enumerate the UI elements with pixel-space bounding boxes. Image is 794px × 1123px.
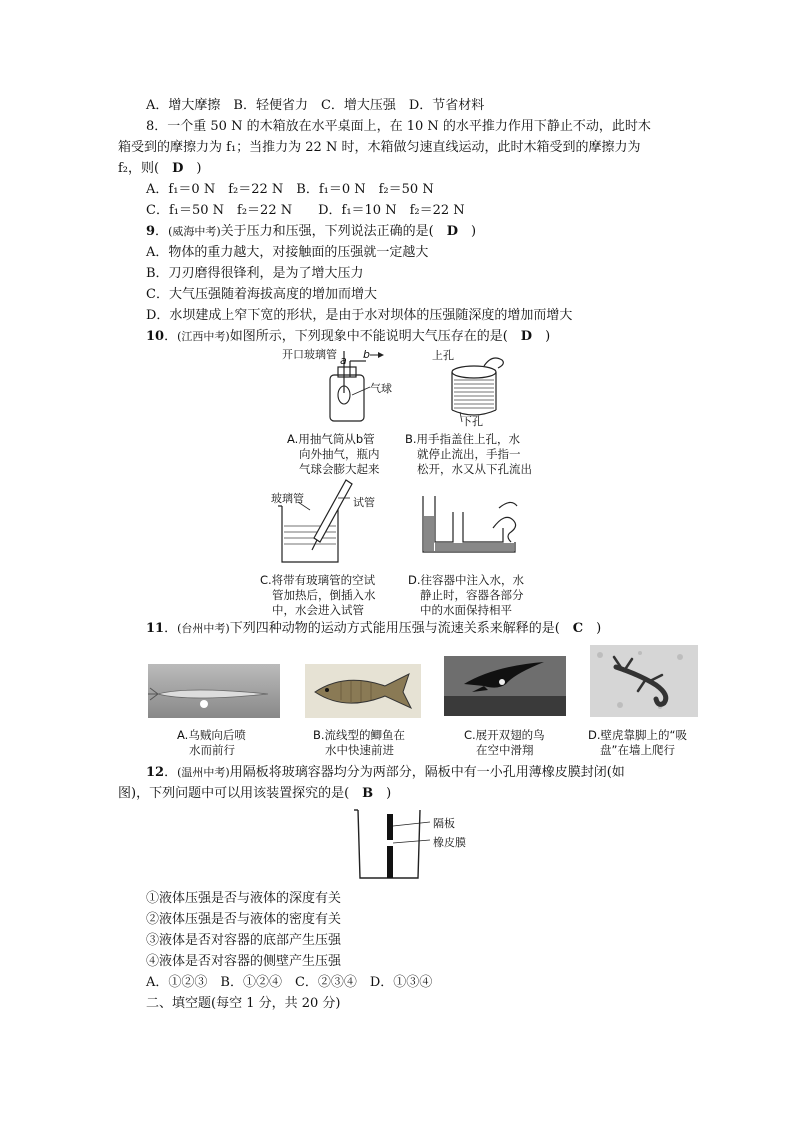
photo-a-caption-2: 水而前行 — [189, 743, 235, 757]
q12-stem-line2-pre: 图)，下列问题中可以用该装置探究的是( — [118, 786, 363, 801]
q12-source: (温州中考) — [177, 766, 230, 779]
figure-b-caption-2: 就停止流出，手指一 — [417, 447, 521, 461]
q12-stem-line1: 12．(温州中考)用隔板将玻璃容器均分为两部分，隔板中有一小孔用薄橡皮膜封闭(如 — [146, 765, 625, 780]
photo-b-caption-2: 水中快速前进 — [325, 743, 394, 757]
q10-stem-text: 如图所示，下列现象中不能说明大气压存在的是( — [229, 329, 521, 344]
photo-gliding-bird — [444, 656, 566, 716]
q10-number: 10 — [146, 329, 165, 344]
q12-stem-text: 用隔板将玻璃容器均分为两部分，隔板中有一小孔用薄橡皮膜封闭(如 — [229, 765, 625, 780]
q12-statement-2: ②液体压强是否与液体的密度有关 — [146, 912, 342, 927]
figure-d-connected-vessels — [415, 492, 525, 562]
figure-b-container-holes — [440, 350, 540, 430]
q8-option-ab: A．f₁＝0 N f₂＝22 N B．f₁＝0 N f₂＝50 N — [146, 182, 434, 197]
q12-statement-4: ④液体是否对容器的侧壁产生压强 — [146, 954, 342, 969]
q9-answer: D — [446, 224, 459, 239]
label-balloon: 气球 — [370, 382, 392, 395]
photo-b-caption-1: B.流线型的鲫鱼在 — [313, 728, 406, 742]
q10-answer: D — [520, 329, 533, 344]
q12-options: A．①②③ B．①②④ C．②③④ D．①③④ — [146, 975, 433, 990]
photo-squid — [148, 664, 280, 718]
q11-source: (台州中考) — [177, 622, 230, 635]
label-divider-plate: 隔板 — [433, 817, 455, 830]
q9-option-c: C．大气压强随着海拔高度的增加而增大 — [146, 287, 377, 302]
q8-stem-line3 — [118, 159, 201, 179]
q10-stem: 10．(江西中考)如图所示，下列现象中不能说明大气压存在的是( D ) — [146, 329, 551, 344]
photo-c-caption-2: 在空中滑翔 — [476, 743, 534, 757]
q7-options: A．增大摩擦 B．轻便省力 C．增大压强 D．节省材料 — [146, 98, 485, 113]
q12-stem-line2 — [118, 784, 391, 804]
q9-option-b: B．刀刃磨得很锋利，是为了增大压力 — [146, 266, 364, 281]
figure-d-caption-1: D.往容器中注入水，水 — [408, 573, 525, 587]
label-rubber-film: 橡皮膜 — [433, 836, 466, 849]
figure-d-caption-2: 静止时，容器各部分 — [420, 588, 524, 602]
photo-gecko — [590, 645, 698, 717]
q12-statement-1: ①液体压强是否与液体的深度有关 — [146, 891, 342, 906]
figure-c-caption-2: 管加热后，倒插入水 — [272, 588, 376, 602]
figure-q12-divided-container — [352, 806, 432, 884]
q8-stem-line1: 8．一个重 50 N 的木箱放在水平桌面上，在 10 N 的水平推力作用下静止不动，此时木 — [146, 119, 651, 134]
q11-answer: C — [572, 621, 584, 636]
q9-option-d: D．水坝建成上窄下宽的形状，是由于水对坝体的压强随深度的增加而增大 — [146, 308, 573, 323]
q8-stem-post: ) — [183, 161, 202, 176]
q9-stem: 9．(威海中考)关于压力和压强，下列说法正确的是( D ) — [146, 224, 477, 239]
photo-d-caption-2: 盘”在墙上爬行 — [600, 743, 675, 757]
q10-source: (江西中考) — [177, 330, 230, 343]
section-2-title: 二、填空题(每空 1 分，共 20 分) — [146, 996, 341, 1011]
q12-statement-3: ③液体是否对容器的底部产生压强 — [146, 933, 342, 948]
photo-d-caption-1: D.壁虎靠脚上的“吸 — [588, 728, 687, 742]
q8-option-cd: C．f₁＝50 N f₂＝22 N D．f₁＝10 N f₂＝22 N — [146, 203, 465, 218]
label-b: b — [363, 348, 370, 361]
q8-stem-pre: f₂，则( — [118, 161, 173, 176]
label-glass-tube: 玻璃管 — [271, 492, 304, 505]
figure-b-caption-3: 松开，水又从下孔流出 — [417, 462, 532, 476]
figure-c-caption-1: C.将带有玻璃管的空试 — [260, 573, 376, 587]
q9-stem-end: ) — [458, 224, 477, 239]
figure-c-caption-3: 中，水会进入试管 — [272, 603, 364, 617]
q8-answer: D — [172, 161, 184, 176]
figure-a-caption-3: 气球会膨大起来 — [299, 462, 380, 476]
label-a: a — [340, 354, 347, 367]
q11-stem-text: 下列四种动物的运动方式能用压强与流速关系来解释的是( — [229, 621, 573, 636]
q9-source: (威海中考) — [168, 225, 221, 238]
photo-c-caption-1: C.展开双翅的鸟 — [464, 728, 545, 742]
label-test-tube: 试管 — [353, 496, 375, 509]
q12-number: 12 — [146, 765, 165, 780]
q12-answer: B — [362, 786, 374, 801]
q11-stem: 11．(台州中考)下列四种动物的运动方式能用压强与流速关系来解释的是( C ) — [146, 621, 602, 636]
q11-stem-end: ) — [583, 621, 602, 636]
figure-d-caption-3: 中的水面保持相平 — [420, 603, 512, 617]
q10-stem-end: ) — [532, 329, 551, 344]
q12-stem-line2-post: ) — [373, 786, 392, 801]
q9-option-a: A．物体的重力越大，对接触面的压强就一定越大 — [146, 245, 429, 260]
q9-stem-text: 关于压力和压强，下列说法正确的是( — [220, 224, 447, 239]
label-top-hole: 上孔 — [432, 349, 454, 362]
photo-a-caption-1: A.乌贼向后喷 — [177, 728, 246, 742]
label-open-glass-tube: 开口玻璃管 — [282, 348, 337, 361]
photo-crucian-carp — [305, 664, 421, 718]
figure-a-caption-1: A.用抽气筒从b管 — [287, 432, 375, 446]
q8-stem-line2: 箱受到的摩擦力为 f₁；当推力为 22 N 时，木箱做匀速直线运动，此时木箱受到的摩擦力为 — [118, 140, 641, 155]
figure-a-caption-2: 向外抽气，瓶内 — [299, 447, 380, 461]
q11-number: 11 — [146, 621, 165, 636]
label-bottom-hole: 下孔 — [461, 415, 483, 428]
figure-b-caption-1: B.用手指盖住上孔，水 — [405, 432, 521, 446]
q9-number: 9 — [146, 224, 156, 239]
